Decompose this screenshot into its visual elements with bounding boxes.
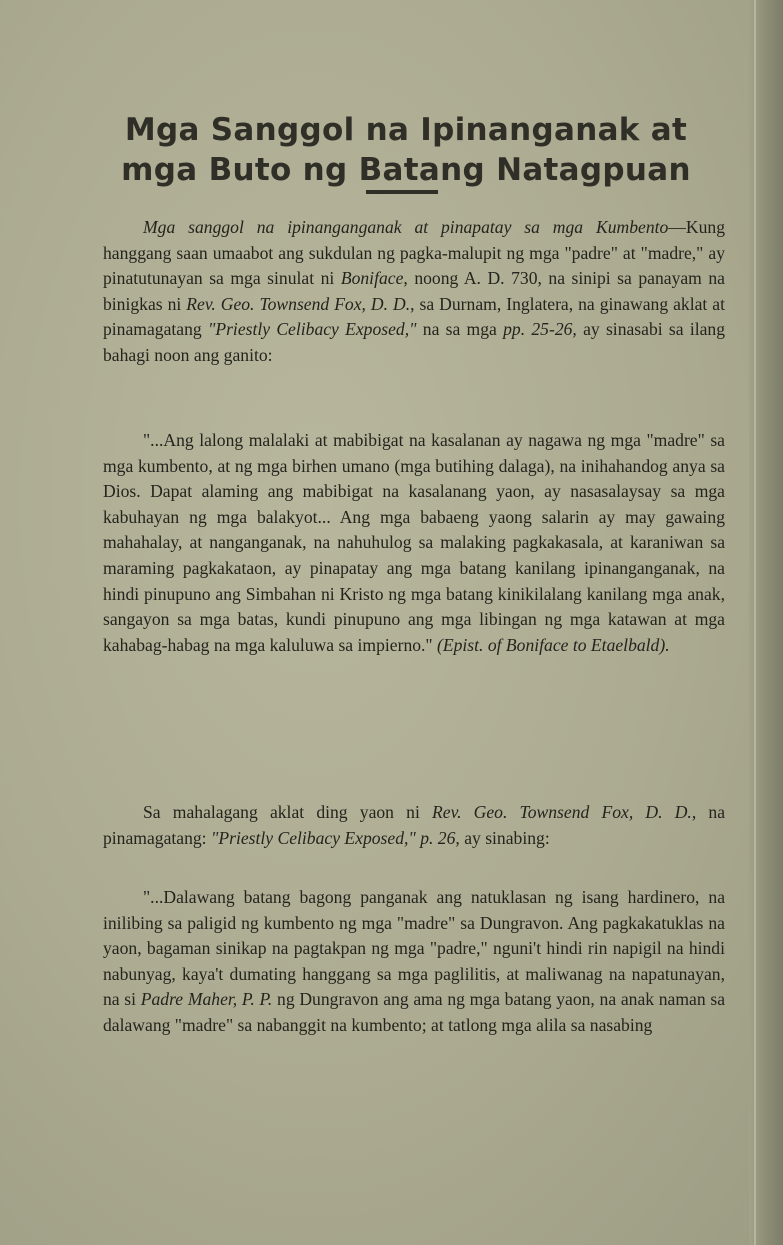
paragraph-text: Sa mahalagang aklat ding yaon ni bbox=[143, 802, 433, 822]
paragraph-text: na sa mga bbox=[416, 319, 504, 340]
paragraph-intro bbox=[103, 215, 725, 369]
quote-text: "...Dalawang batang bagong panganak ang natuklasan ng isang hardinero, na inilibing sa paligid ng kumbento ng mga "madre" sa Dungravon. Ang pagkakatuklas na yaon, bagaman sinikap na pagtakpan ng mga "padre," nguni't hindi rin napigil na hindi nabunyag, kaya't dumating hanggang sa mga paglilitis, at maliwanag na napatunayan, na si bbox=[103, 887, 725, 1010]
quote-text: ng Dungravon ang ama ng mga batang yaon, na anak naman sa dalawang "madre" sa nabanggit na kumbento; at tatlong mga alila sa nasabing bbox=[103, 989, 726, 1035]
quote-text: "...Ang lalong malalaki at mabibigat na kasalanan ay nagawa ng mga "madre" sa mga kumbento, at ng mga birhen umano (mga butihing dalaga), na inihahandog anya sa Dios. Dapat alaming ang mabibigat na kasalanang yaon, ay nasasalaysay sa mga kabuhayan ng mga balakyot... Ang mga babaeng yaong salarin ay may gawaing mahahalay, at nanganganak, na nahuhulog sa malaking pagkakasala, at karaniwan sa maraming pagkakataon, ay pinapatay ang mga batang kanilang ipinanganganak, na hindi pinupuno ang Simbahan ni Kristo ng mga batang kinikilalang kanilang mga anak, sangayon sa mga batas, kundi pinupuno ang mga libingan ng mga katawan at mga kahabag-habag na mga kaluluwa sa impierno." bbox=[103, 430, 725, 655]
chapter-title-line-1: Mga Sanggol na Ipinanganak at bbox=[124, 112, 688, 148]
paragraph-text: , na pinamagatang: bbox=[103, 802, 725, 848]
title-underline-rule bbox=[366, 190, 438, 194]
citation-pages: pp. 25-26, bbox=[503, 319, 577, 340]
citation-book-title: "Priestly Celibacy Exposed," bbox=[210, 827, 416, 848]
chapter-title bbox=[96, 110, 716, 190]
citation-author: Rev. Geo. Townsend Fox, D. D. bbox=[432, 802, 692, 822]
citation-book-title: "Priestly Celibacy Exposed," bbox=[207, 319, 417, 340]
paragraph-text: , sa Durnam, Inglatera, na ginawang aklat at pinamagatang bbox=[103, 293, 725, 340]
citation-boniface: Boniface bbox=[340, 268, 404, 289]
paragraph-text: , noong A. D. 730, na sinipi sa panayam na binigkas ni bbox=[103, 268, 725, 314]
citation-author: Rev. Geo. Townsend Fox, D. D. bbox=[186, 293, 411, 314]
paragraph-quote-dungravon bbox=[103, 885, 725, 1039]
paragraph-lead-phrase: Mga sanggol na ipinanganganak at pinapatay sa mga Kumbento bbox=[143, 217, 669, 237]
paragraph-quote-boniface bbox=[103, 428, 725, 658]
paragraph-text: ay sinasabi sa ilang bahagi noon ang ganito: bbox=[103, 319, 725, 365]
citation-page: p. 26, bbox=[420, 827, 460, 848]
chapter-title-line-2: mga Buto ng Batang Natagpuan bbox=[121, 152, 691, 188]
paragraph-text: ay sinabing: bbox=[459, 827, 550, 848]
page-edge-line bbox=[754, 0, 756, 1245]
quote-citation: (Epist. of Boniface to Etaelbald). bbox=[437, 634, 670, 655]
paragraph-text: —Kung hanggang saan umaabot ang sukdulan ng pagka-malupit ng mga "padre" at "madre," ay pinatutunayan sa mga sinulat ni bbox=[103, 217, 725, 289]
paragraph-second-source bbox=[103, 800, 725, 851]
quote-name: Padre Maher, P. P. bbox=[140, 989, 273, 1010]
